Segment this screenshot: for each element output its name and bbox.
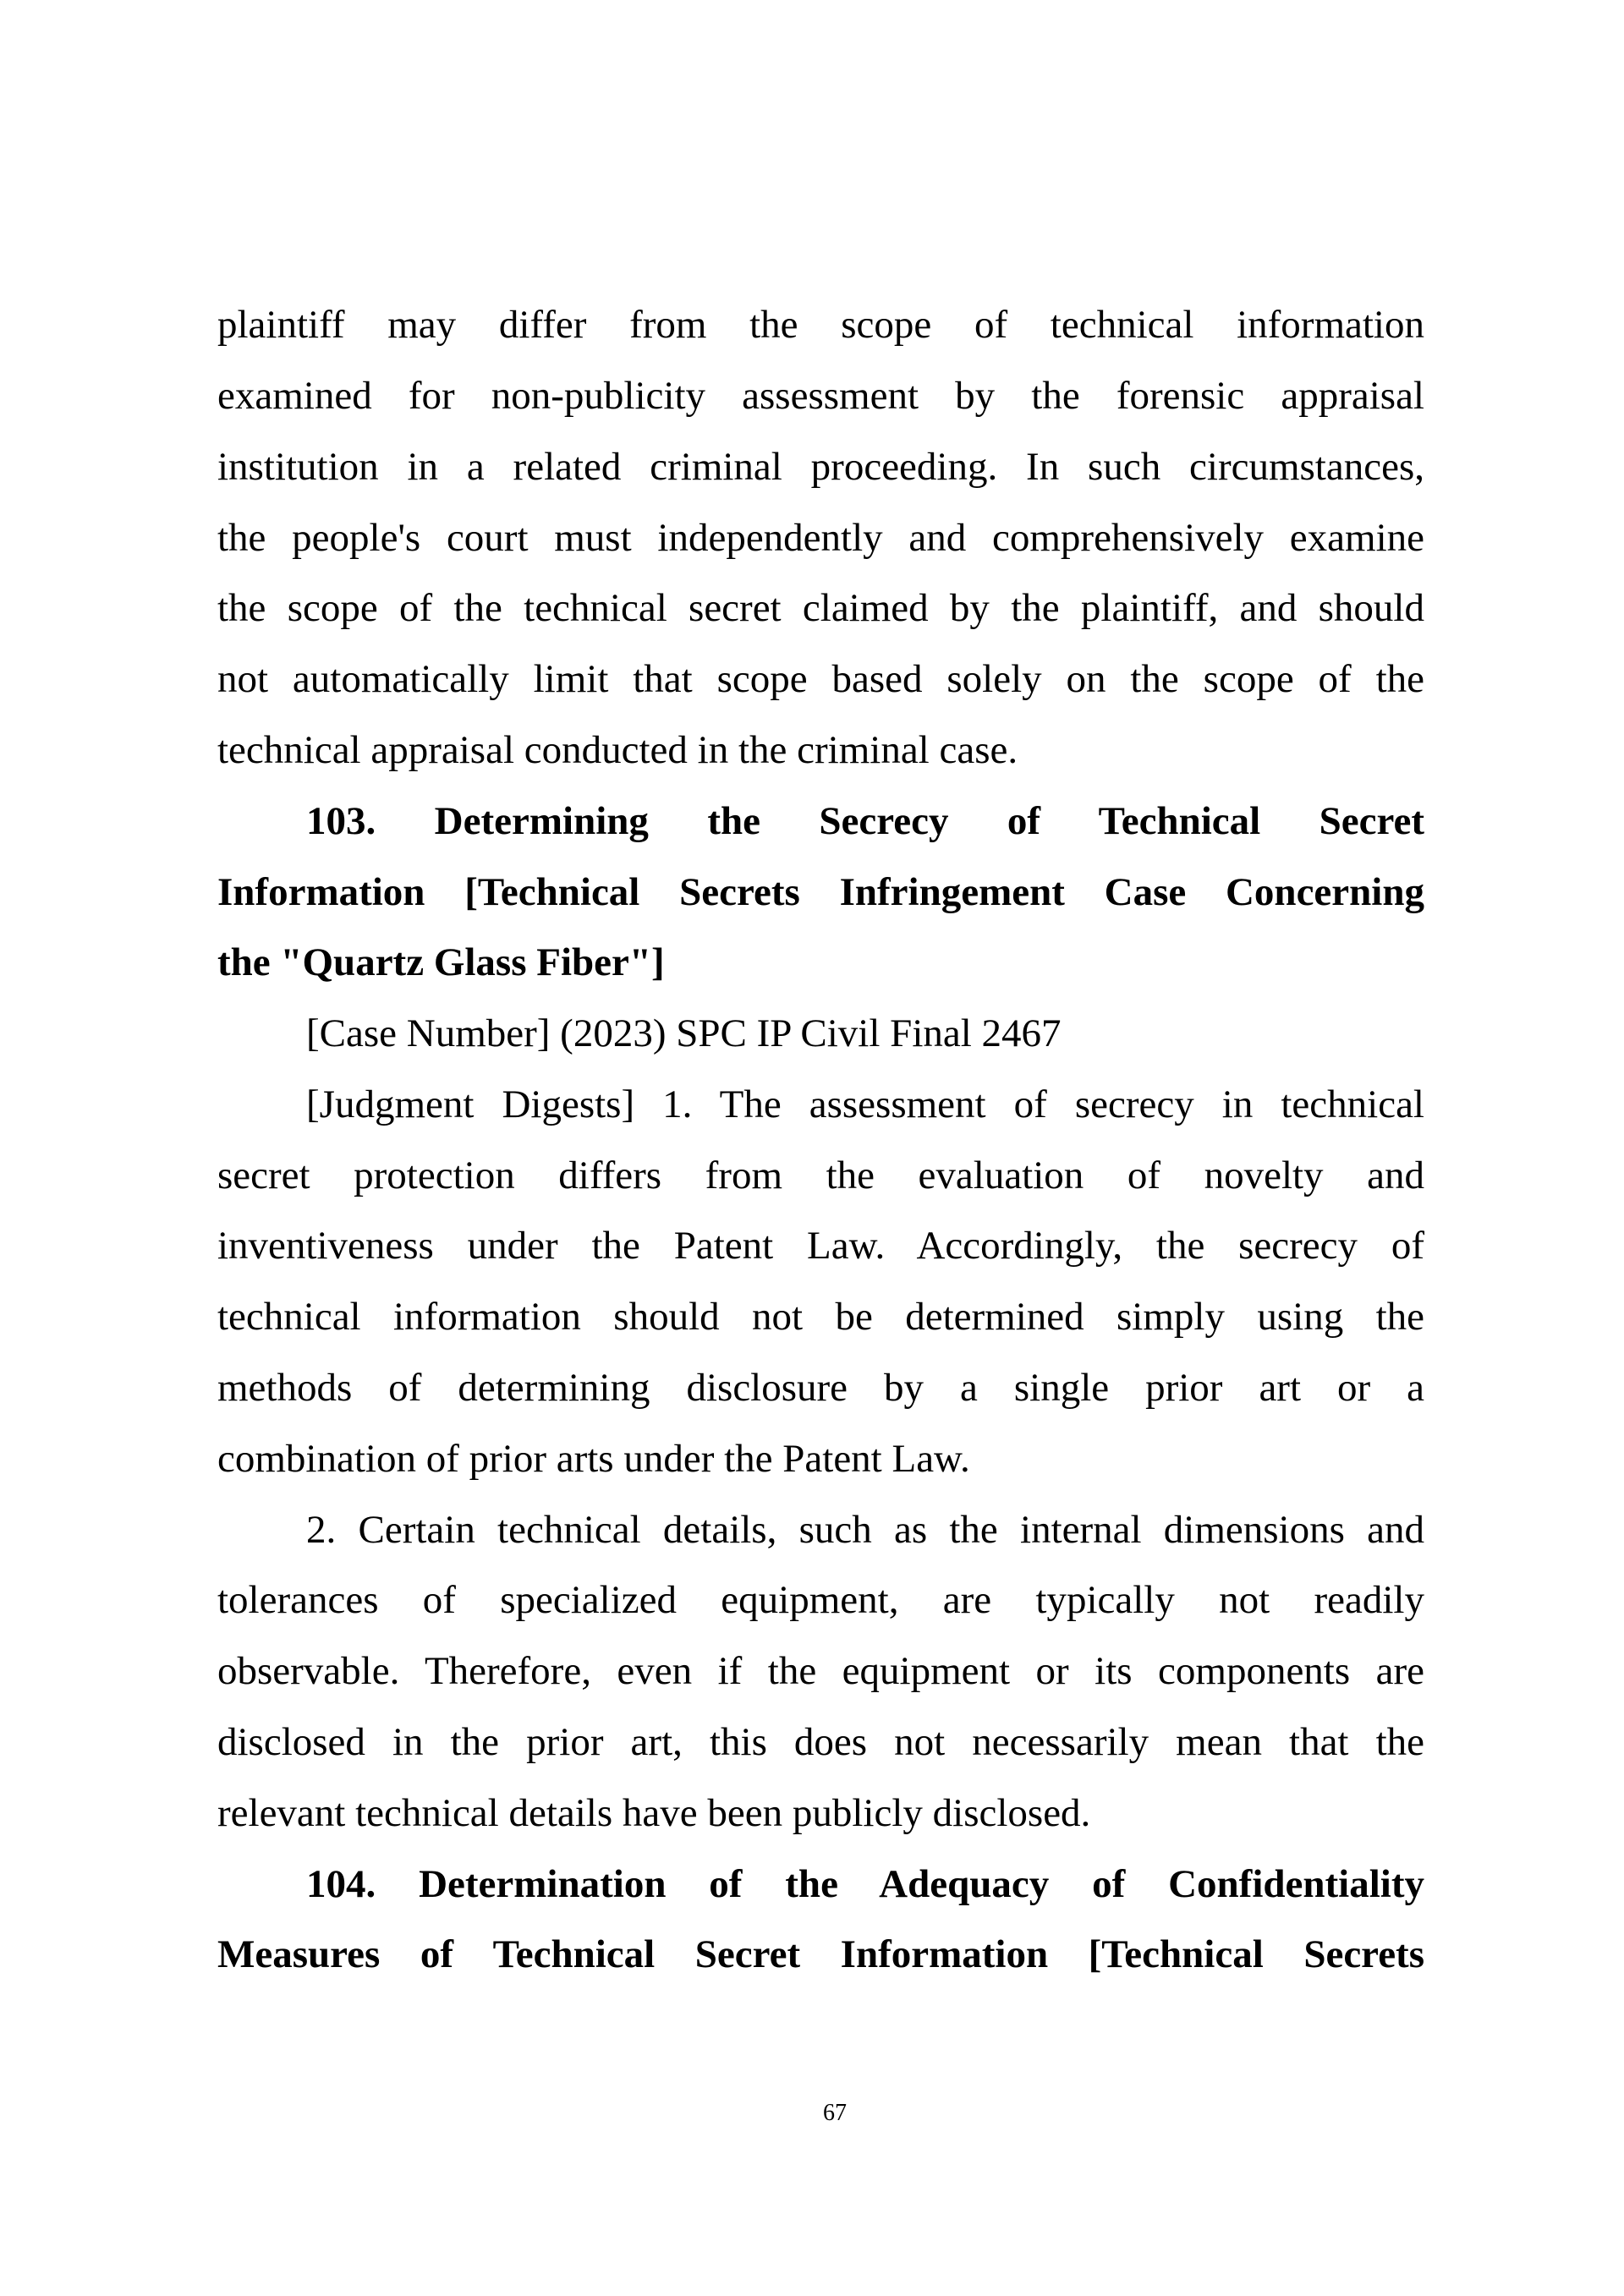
- text-line: institution in a related criminal proceeding. In such circumstances,: [217, 445, 1424, 489]
- text-line: not automatically limit that scope based solely on the scope of the: [217, 657, 1424, 701]
- text-line: the people's court must independently and comprehensively examine: [217, 516, 1424, 560]
- text-line: examined for non-publicity assessment by the forensic appraisal: [217, 374, 1424, 418]
- heading-line: the "Quartz Glass Fiber"]: [217, 940, 665, 984]
- text-line: combination of prior arts under the Patent Law.: [217, 1437, 970, 1481]
- heading-line: Information [Technical Secrets Infringement Case Concerning: [217, 870, 1424, 914]
- heading-line: 104. Determination of the Adequacy of Confidentiality: [306, 1862, 1424, 1906]
- text-line: observable. Therefore, even if the equipment or its components are: [217, 1649, 1424, 1693]
- heading-line: Measures of Technical Secret Information [Technical Secrets: [217, 1932, 1424, 1976]
- page-number: 67: [823, 2100, 847, 2126]
- case-number-line: [Case Number] (2023) SPC IP Civil Final 2467: [306, 1011, 1062, 1055]
- text-line: 2. Certain technical details, such as the internal dimensions and: [306, 1508, 1424, 1552]
- heading-line: 103. Determining the Secrecy of Technical Secret: [306, 799, 1424, 843]
- text-line: [Judgment Digests] 1. The assessment of secrecy in technical: [306, 1082, 1424, 1126]
- text-line: disclosed in the prior art, this does not necessarily mean that the: [217, 1720, 1424, 1764]
- text-line: relevant technical details have been publicly disclosed.: [217, 1791, 1091, 1835]
- text-line: technical appraisal conducted in the criminal case.: [217, 728, 1018, 772]
- text-line: methods of determining disclosure by a single prior art or a: [217, 1366, 1424, 1410]
- text-line: tolerances of specialized equipment, are typically not readily: [217, 1578, 1424, 1622]
- text-line: secret protection differs from the evaluation of novelty and: [217, 1153, 1424, 1197]
- text-line: the scope of the technical secret claimed by the plaintiff, and should: [217, 586, 1424, 630]
- text-line: technical information should not be determined simply using the: [217, 1295, 1424, 1339]
- text-line: inventiveness under the Patent Law. Accordingly, the secrecy of: [217, 1224, 1424, 1268]
- text-line: plaintiff may differ from the scope of technical information: [217, 303, 1424, 347]
